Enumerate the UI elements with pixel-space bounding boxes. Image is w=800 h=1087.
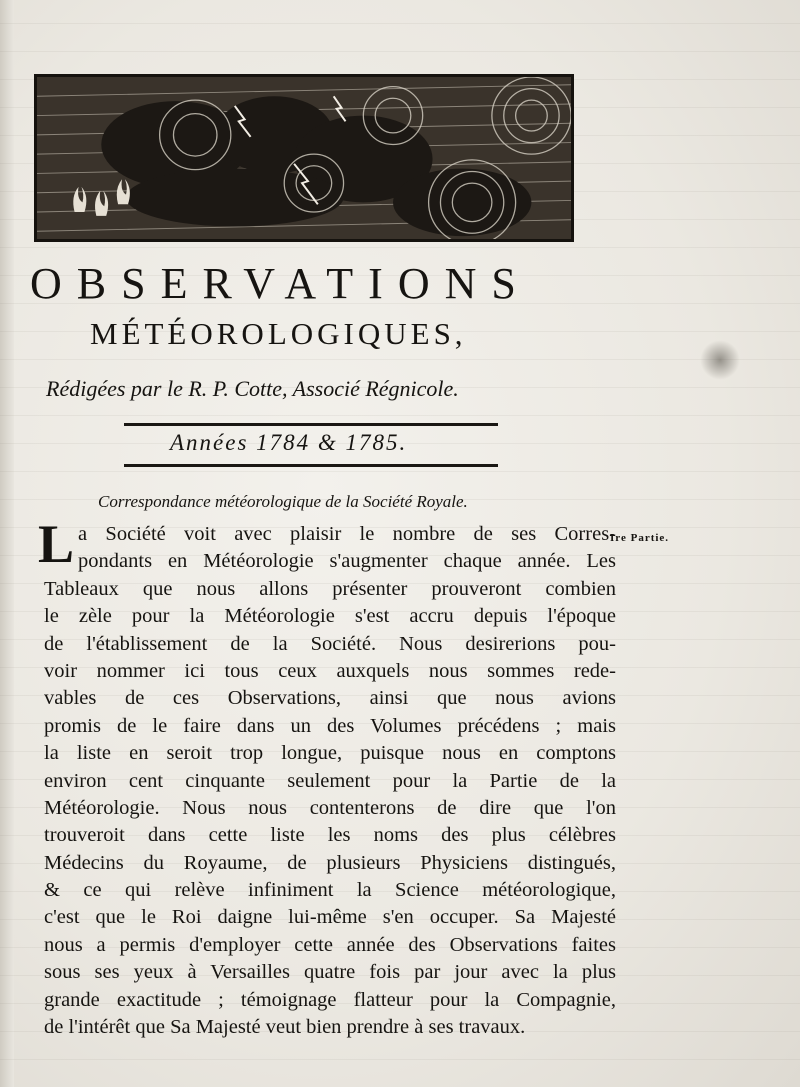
ink-smudge [700,340,740,380]
text-line: vables de ces Observations, ainsi que nous avions [44,687,616,710]
text-line: a Société voit avec plaisir le nombre de ses Corres- [78,523,616,545]
text-line: de l'intérêt que Sa Majesté veut bien prendre à ses travaux. [44,1016,526,1039]
author-line: Rédigées par le R. P. Cotte, Associé Régnicole. [46,376,459,401]
text-line: sous ses yeux à Versailles quatre fois par jour avec la plus [44,961,616,984]
text-line: de l'établissement de la Société. Nous desirerions pou- [44,632,616,655]
text-line: Météorologie. Nous nous contenterons de dire que l'on [44,796,616,819]
text-line: voir nommer ici tous ceux auxquels nous sommes rede- [44,659,616,682]
text-line: le zèle pour la Météorologie s'est accru depuis l'époque [44,605,616,628]
text-line: Tableaux que nous allons présenter prouveront combien [44,577,616,600]
storm-clouds-illustration [37,77,571,239]
text-line: la liste en seroit trop longue, puisque nous en comptons [44,742,616,765]
text-line: nous a permis d'employer cette année des Observations faites [44,933,616,956]
section-heading: Correspondance météorologique de la Société Royale. [98,492,468,511]
text-line: trouveroit dans cette liste les noms des plus célèbres [44,824,616,847]
document-subtitle: MÉTÉOROLOGIQUES, [90,316,467,351]
text-line: promis de le faire dans un des Volumes précédens ; mais [44,714,616,737]
rule-bottom [124,464,498,467]
text-line: environ cent cinquante seulement pour la Partie de la [44,769,616,792]
drop-cap: L [38,514,75,574]
margin-note: Ire Partie. [610,532,670,544]
text-line: & ce qui relève infiniment la Science météorologique, [44,879,616,902]
text-line: c'est que le Roi daigne lui-même s'en occuper. Sa Majesté [44,906,616,929]
text-line: Médecins du Royaume, de plusieurs Physiciens distingués, [44,851,616,874]
text-line: pondants en Météorologie s'augmenter chaque année. Les [78,550,616,573]
rule-top [124,423,498,426]
text-line: grande exactitude ; témoignage flatteur pour la Compagnie, [44,988,616,1011]
document-title: OBSERVATIONS [30,259,531,308]
body-paragraph [38,514,616,1041]
engraved-headpiece [34,74,574,242]
years-heading: Années 1784 & 1785. [170,430,408,455]
